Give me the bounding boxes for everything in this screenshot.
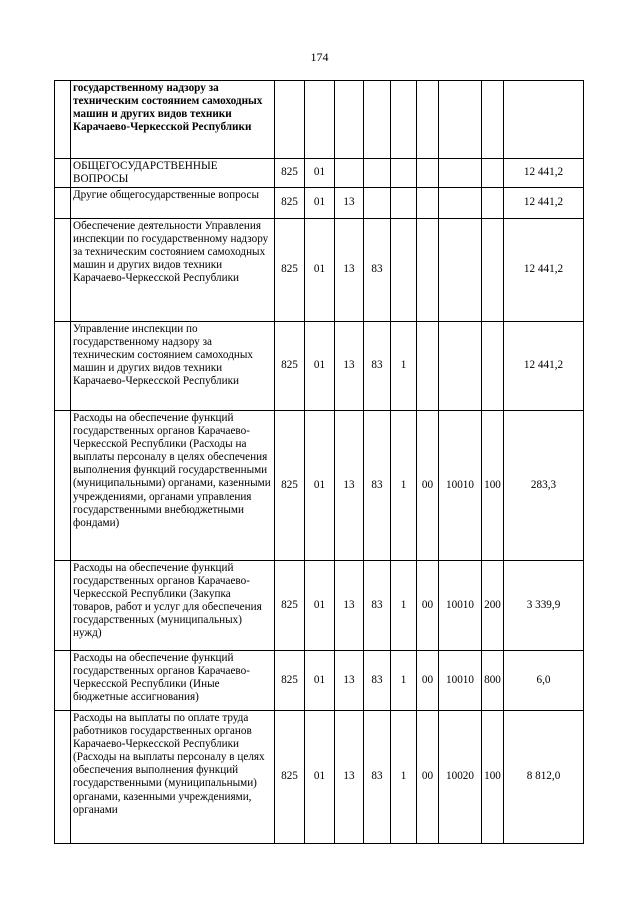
subsection-cell: 13 (335, 411, 364, 561)
subprogram-cell: 1 (391, 711, 417, 844)
expense-type-cell: 100 (482, 711, 504, 844)
subprogram-cell: 1 (391, 411, 417, 561)
amount-cell: 12 441,2 (504, 188, 584, 219)
main-event-cell: 00 (417, 561, 439, 651)
page-number: 174 (310, 50, 329, 64)
row-number-cell (55, 159, 71, 188)
program-cell: 83 (364, 561, 391, 651)
amount-cell: 12 441,2 (504, 322, 584, 411)
section-cell (305, 81, 335, 159)
program-cell: 83 (364, 411, 391, 561)
row-name-cell: Расходы на выплаты по оплате труда работников государственных органов Карачаево-Черкесской Республики (Расходы на выплаты персоналу в целях обеспечения выполнения функций государственными (муниципальными) органами, казенными учреждениями, органами (71, 711, 275, 844)
row-name-cell: Другие общегосударственные вопросы (71, 188, 275, 219)
table-row (55, 711, 584, 844)
row-name-cell: Расходы на обеспечение функций государственных органов Карачаево-Черкесской Республики (Расходы на выплаты персоналу в целях обеспечения выполнения функций государственными (муниципальными) органами, казенными учреждениями, органами управления государственными внебюджетными фондами) (71, 411, 275, 561)
subprogram-cell (391, 159, 417, 188)
program-cell: 83 (364, 322, 391, 411)
main-event-cell (417, 188, 439, 219)
row-number-cell (55, 219, 71, 322)
amount-cell: 6,0 (504, 651, 584, 711)
subsection-cell: 13 (335, 219, 364, 322)
amount-cell: 283,3 (504, 411, 584, 561)
expense-type-cell: 800 (482, 651, 504, 711)
direction-cell (439, 81, 482, 159)
direction-cell (439, 322, 482, 411)
section-cell: 01 (305, 711, 335, 844)
subsection-cell: 13 (335, 651, 364, 711)
subprogram-cell (391, 188, 417, 219)
budget-table (54, 80, 584, 844)
amount-cell: 12 441,2 (504, 219, 584, 322)
table-row (55, 81, 584, 159)
subprogram-cell (391, 81, 417, 159)
subsection-cell: 13 (335, 322, 364, 411)
subsection-cell (335, 159, 364, 188)
subprogram-cell (391, 219, 417, 322)
table-row (55, 322, 584, 411)
amount-cell: 8 812,0 (504, 711, 584, 844)
direction-cell: 10010 (439, 651, 482, 711)
subsection-cell: 13 (335, 188, 364, 219)
section-cell: 01 (305, 188, 335, 219)
section-cell: 01 (305, 159, 335, 188)
direction-cell: 10010 (439, 561, 482, 651)
row-number-cell (55, 322, 71, 411)
subsection-cell: 13 (335, 561, 364, 651)
program-cell (364, 188, 391, 219)
subsection-cell (335, 81, 364, 159)
table-row (55, 219, 584, 322)
row-number-cell (55, 188, 71, 219)
subprogram-cell: 1 (391, 322, 417, 411)
main-event-cell: 00 (417, 651, 439, 711)
program-cell (364, 159, 391, 188)
amount-cell (504, 81, 584, 159)
program-cell (364, 81, 391, 159)
row-number-cell (55, 711, 71, 844)
expense-type-cell (482, 81, 504, 159)
row-number-cell (55, 561, 71, 651)
ministry-cell: 825 (275, 411, 305, 561)
ministry-cell: 825 (275, 159, 305, 188)
ministry-cell: 825 (275, 561, 305, 651)
main-event-cell (417, 159, 439, 188)
expense-type-cell (482, 322, 504, 411)
table-body (55, 81, 584, 844)
row-name-cell: государственному надзору за техническим состоянием самоходных машин и других видов техники Карачаево-Черкесской Республики (71, 81, 275, 159)
table-row (55, 159, 584, 188)
row-name-cell: Расходы на обеспечение функций государственных органов Карачаево-Черкесской Республики (Закупка товаров, работ и услуг для обеспечения государственных (муниципальных) нужд) (71, 561, 275, 651)
amount-cell: 3 339,9 (504, 561, 584, 651)
main-event-cell: 00 (417, 411, 439, 561)
row-number-cell (55, 81, 71, 159)
direction-cell: 10020 (439, 711, 482, 844)
direction-cell (439, 188, 482, 219)
section-cell: 01 (305, 651, 335, 711)
row-name-cell: Управление инспекции по государственному надзору за техническим состоянием самоходных машин и других видов техники Карачаево-Черкесской Республики (71, 322, 275, 411)
row-number-cell (55, 651, 71, 711)
section-cell: 01 (305, 219, 335, 322)
row-name-cell: ОБЩЕГОСУДАРСТВЕННЫЕ ВОПРОСЫ (71, 159, 275, 188)
expense-type-cell: 200 (482, 561, 504, 651)
expense-type-cell (482, 159, 504, 188)
table-row (55, 561, 584, 651)
main-event-cell (417, 322, 439, 411)
table-row (55, 188, 584, 219)
expense-type-cell (482, 188, 504, 219)
section-cell: 01 (305, 322, 335, 411)
amount-cell: 12 441,2 (504, 159, 584, 188)
program-cell: 83 (364, 651, 391, 711)
main-event-cell (417, 219, 439, 322)
main-event-cell: 00 (417, 711, 439, 844)
ministry-cell (275, 81, 305, 159)
program-cell: 83 (364, 711, 391, 844)
direction-cell: 10010 (439, 411, 482, 561)
expense-type-cell (482, 219, 504, 322)
expense-type-cell: 100 (482, 411, 504, 561)
section-cell: 01 (305, 561, 335, 651)
row-name-cell: Обеспечение деятельности Управления инспекции по государственному надзору за техническим состоянием самоходных машин и других видов техники Карачаево-Черкесской Республики (71, 219, 275, 322)
subsection-cell: 13 (335, 711, 364, 844)
ministry-cell: 825 (275, 188, 305, 219)
ministry-cell: 825 (275, 651, 305, 711)
direction-cell (439, 219, 482, 322)
ministry-cell: 825 (275, 322, 305, 411)
subprogram-cell: 1 (391, 561, 417, 651)
ministry-cell: 825 (275, 219, 305, 322)
main-event-cell (417, 81, 439, 159)
row-name-cell: Расходы на обеспечение функций государственных органов Карачаево-Черкесской Республики (Иные бюджетные ассигнования) (71, 651, 275, 711)
program-cell: 83 (364, 219, 391, 322)
row-number-cell (55, 411, 71, 561)
table-row (55, 411, 584, 561)
subprogram-cell: 1 (391, 651, 417, 711)
ministry-cell: 825 (275, 711, 305, 844)
direction-cell (439, 159, 482, 188)
section-cell: 01 (305, 411, 335, 561)
table-row (55, 651, 584, 711)
